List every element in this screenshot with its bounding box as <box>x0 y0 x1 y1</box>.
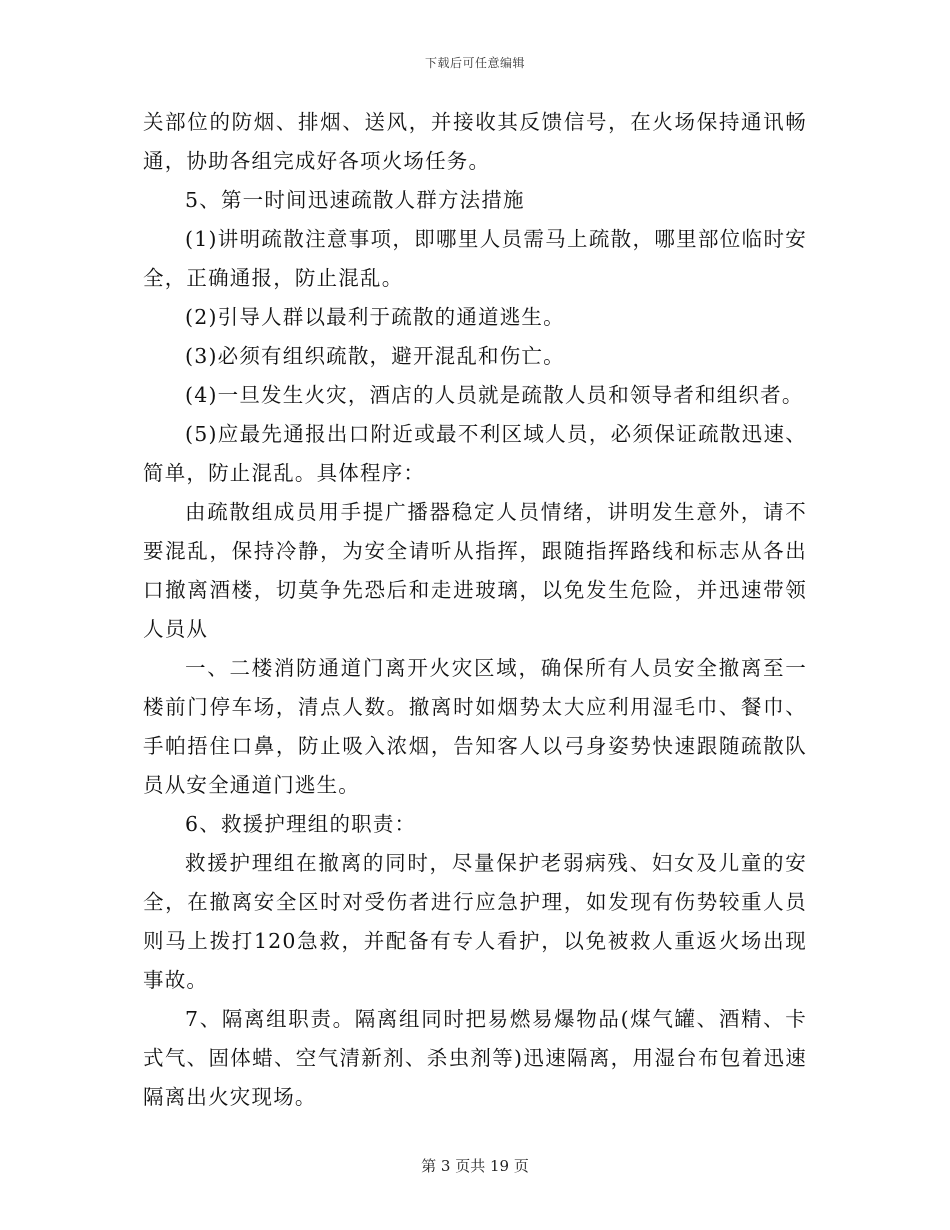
paragraph-6: (4)一旦发生火灾，酒店的人员就是疏散人员和领导者和组织者。 <box>185 383 804 407</box>
paragraph-12: 7、隔离组职责。隔离组同时把易燃易爆物品(煤气罐、酒精、卡式气、固体蜡、空气清新剂、杀虫剂等)迅速隔离，用湿台布包着迅速隔离出火灾现场。 <box>143 1007 807 1109</box>
paragraph-1: 关部位的防烟、排烟、送风，并接收其反馈信号，在火场保持通讯畅通，协助各组完成好各项火场任务。 <box>143 110 807 173</box>
paragraph-5: (3)必须有组织疏散，避开混乱和伤亡。 <box>185 344 565 368</box>
paragraph-4: (2)引导人群以最利于疏散的通道逃生。 <box>185 305 565 329</box>
paragraph-10: 6、救援护理组的职责： <box>185 812 417 836</box>
paragraph-7: (5)应最先通报出口附近或最不利区域人员，必须保证疏散迅速、简单，防止混乱。具体程序： <box>143 422 807 485</box>
paragraph-3: (1)讲明疏散注意事项，即哪里人员需马上疏散，哪里部位临时安全，正确通报，防止混乱。 <box>143 227 807 290</box>
paragraph-2: 5、第一时间迅速疏散人群方法措施 <box>185 188 525 212</box>
paragraph-11: 救援护理组在撤离的同时，尽量保护老弱病残、妇女及儿童的安全，在撤离安全区时对受伤者进行应急护理，如发现有伤势较重人员则马上拨打120急救，并配备有专人看护，以免被救人重返火场出现事故。 <box>143 851 807 992</box>
paragraph-9: 一、二楼消防通道门离开火灾区域，确保所有人员安全撤离至一楼前门停车场，清点人数。撤离时如烟势太大应利用湿毛巾、餐巾、手帕捂住口鼻，防止吸入浓烟，告知客人以弓身姿势快速跟随疏散队员从安全通道门逃生。 <box>143 656 807 797</box>
page-footer: 第 3 页共 19 页 <box>421 1157 529 1175</box>
paragraph-8: 由疏散组成员用手提广播器稳定人员情绪，讲明发生意外，请不要混乱，保持冷静，为安全请听从指挥，跟随指挥路线和标志从各出口撤离酒楼，切莫争先恐后和走进玻璃，以免发生危险，并迅速带领人员从 <box>143 500 807 641</box>
page-header: 下载后可任意编辑 <box>424 56 525 70</box>
document-body <box>143 103 807 1117</box>
